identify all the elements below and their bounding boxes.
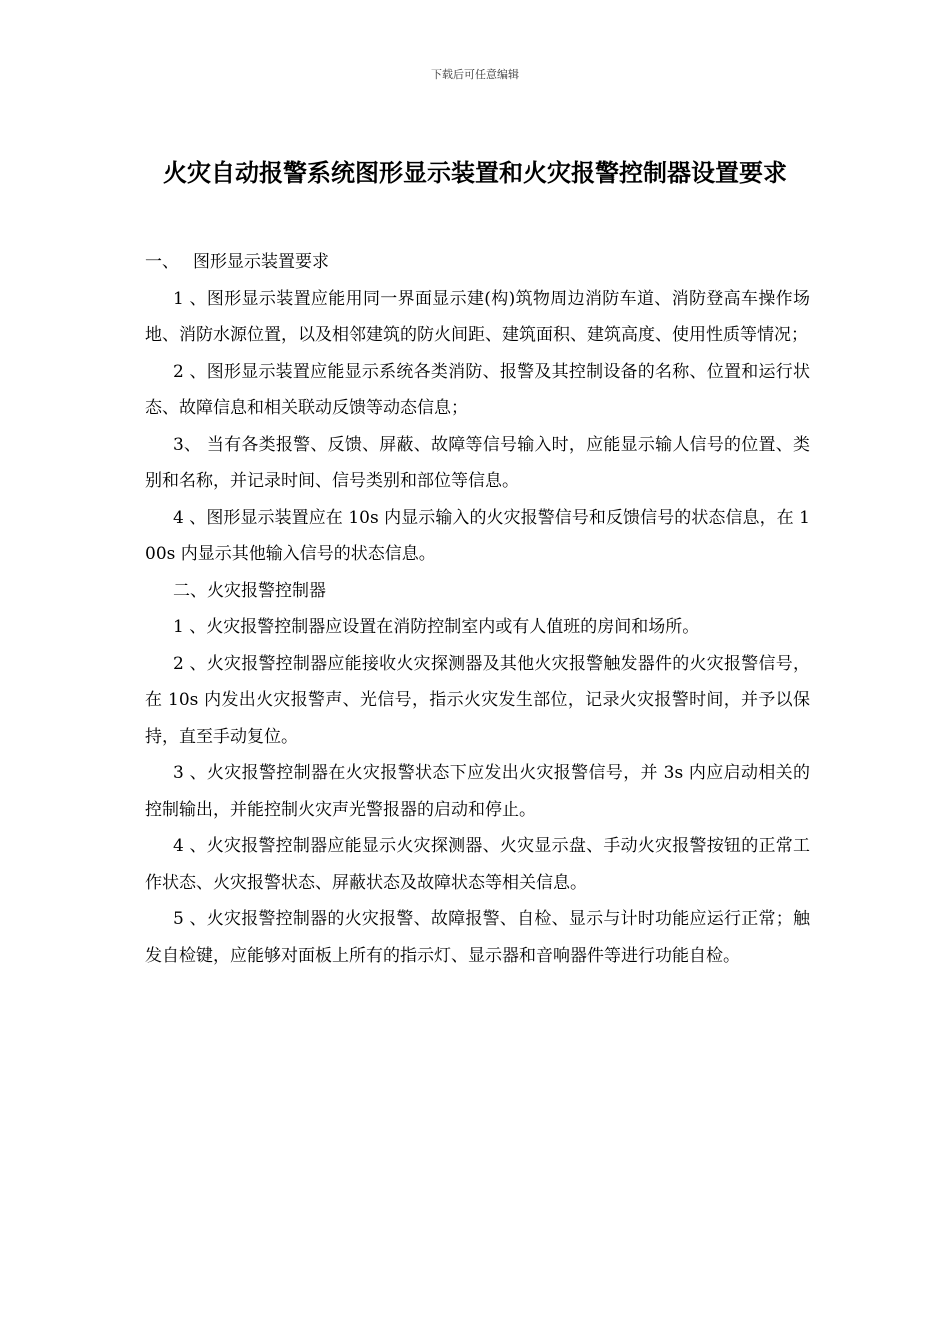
paragraph-1-2: 2 、图形显示装置应能显示系统各类消防、报警及其控制设备的名称、位置和运行状态、故障信息和相关联动反馈等动态信息；	[145, 361, 810, 418]
paragraph-2-2: 2 、火灾报警控制器应能接收火灾探测器及其他火灾报警触发器件的火灾报警信号，在 10s 内发出火灾报警声、光信号，指示火灾发生部位，记录火灾报警时间，并予以保持，直至手动复位。	[145, 653, 810, 747]
section-heading-graphic-display	[145, 244, 810, 281]
paragraph-2-3: 3 、火灾报警控制器在火灾报警状态下应发出火灾报警信号，并 3s 内应启动相关的控制输出，并能控制火灾声光警报器的启动和停止。	[145, 763, 810, 820]
paragraph-2-1: 1 、火灾报警控制器应设置在消防控制室内或有人值班的房间和场所。	[173, 617, 700, 637]
header-note: 下载后可任意编辑	[431, 68, 519, 81]
section-heading-alarm-controller: 二、火灾报警控制器	[173, 580, 326, 601]
section-number: 一、	[145, 252, 179, 272]
paragraph-1-1: 1 、图形显示装置应能用同一界面显示建(构)筑物周边消防车道、消防登高车操作场地、消防水源位置，以及相邻建筑的防火间距、建筑面积、建筑高度、使用性质等情况；	[145, 288, 810, 345]
document-title: 火灾自动报警系统图形显示装置和火灾报警控制器设置要求	[163, 158, 787, 187]
section-title: 图形显示装置要求	[193, 252, 329, 272]
paragraph-1-4: 4 、图形显示装置应在 10s 内显示输入的火灾报警信号和反馈信号的状态信息，在 100s 内显示其他输入信号的状态信息。	[145, 507, 810, 564]
paragraph-1-3: 3、 当有各类报警、反馈、屏蔽、故障等信号输入时，应能显示输人信号的位置、类别和名称，并记录时间、信号类别和部位等信息。	[145, 434, 810, 491]
paragraph-2-5: 5 、火灾报警控制器的火灾报警、故障报警、自检、显示与计时功能应运行正常；触发自检键，应能够对面板上所有的指示灯、显示器和音响器件等进行功能自检。	[145, 909, 810, 966]
document-body	[145, 244, 810, 974]
paragraph-2-4: 4 、火灾报警控制器应能显示火灾探测器、火灾显示盘、手动火灾报警按钮的正常工作状态、火灾报警状态、屏蔽状态及故障状态等相关信息。	[145, 836, 810, 893]
